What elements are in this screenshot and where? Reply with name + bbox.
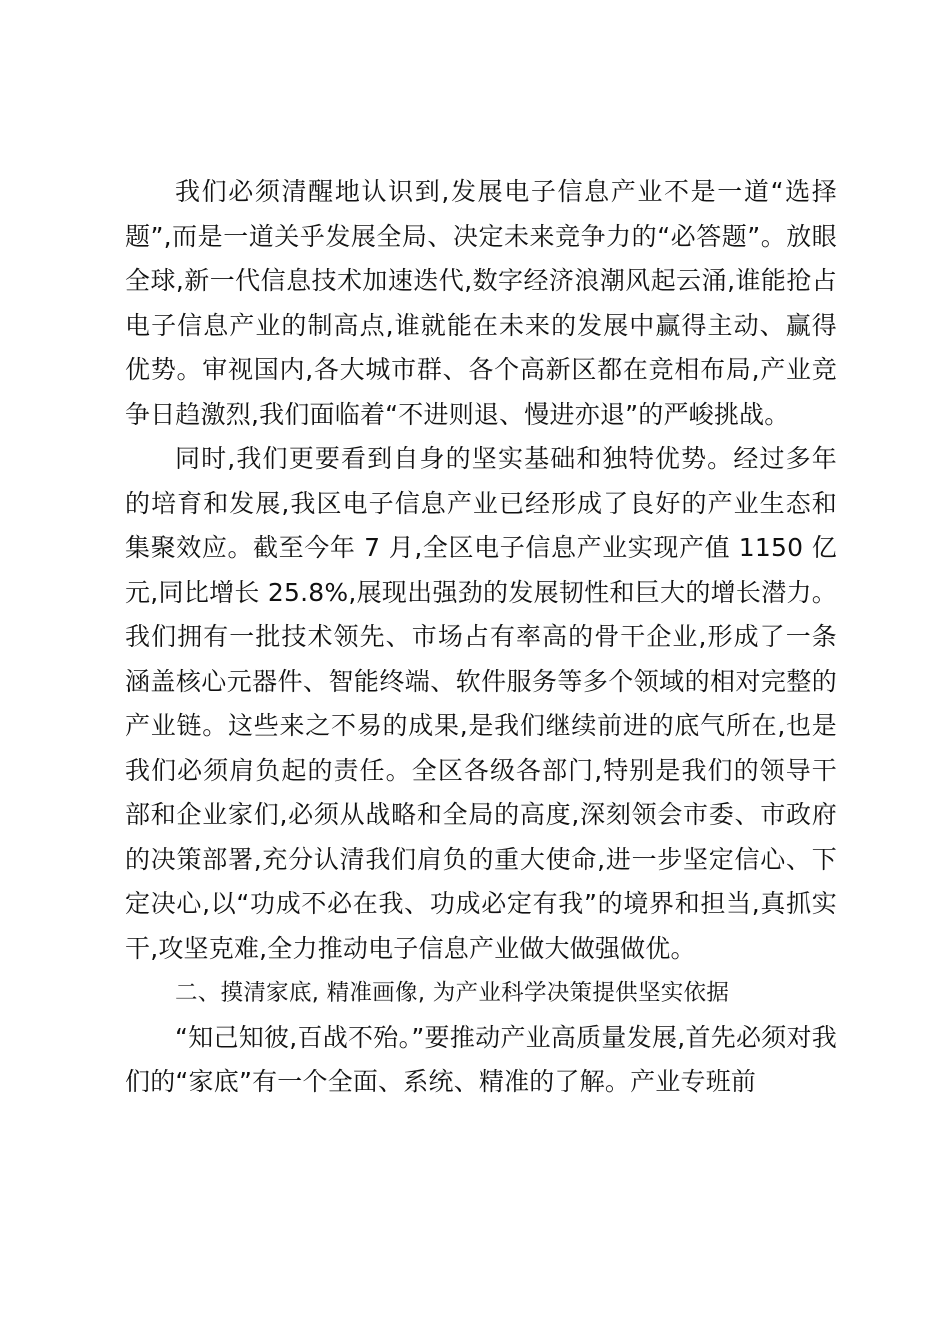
document-body [125,170,837,1105]
body-paragraph: 我们必须清醒地认识到,发展电子信息产业不是一道“选择题”,而是一道关乎发展全局、决定未来竞争力的“必答题”。放眼全球,新一代信息技术加速迭代,数字经济浪潮风起云涌,谁能抢占电子信息产业的制高点,谁就能在未来的发展中赢得主动、赢得优势。审视国内,各大城市群、各个高新区都在竞相布局,产业竞争日趋激烈,我们面临着“不进则退、慢进亦退”的严峻挑战。 [125,177,837,429]
section-heading: 二、摸清家底, 精准画像, 为产业科学决策提供坚实依据 [174,980,730,1006]
body-paragraph: “知己知彼,百战不殆。”要推动产业高质量发展,首先必须对我们的“家底”有一个全面、系统、精准的了解。产业专班前 [125,1022,837,1096]
body-paragraph: 同时,我们更要看到自身的坚实基础和独特优势。经过多年的培育和发展,我区电子信息产业已经形成了良好的产业生态和集聚效应。截至今年 7 月,全区电子信息产业实现产值 1150 亿元,同比增长 25.8%,展现出强劲的发展韧性和巨大的增长潜力。我们拥有一批技术领先、市场占有率高的骨干企业,形成了一条涵盖核心元器件、智能终端、软件服务等多个领域的相对完整的产业链。这些来之不易的成果,是我们继续前进的底气所在,也是我们必须肩负起的责任。全区各级各部门,特别是我们的领导干部和企业家们,必须从战略和全局的高度,深刻领会市委、市政府的决策部署,充分认清我们肩负的重大使命,进一步坚定信心、下定决心,以“功成不必在我、功成必定有我”的境界和担当,真抓实干,攻坚克难,全力推动电子信息产业做大做强做优。 [125,444,837,963]
